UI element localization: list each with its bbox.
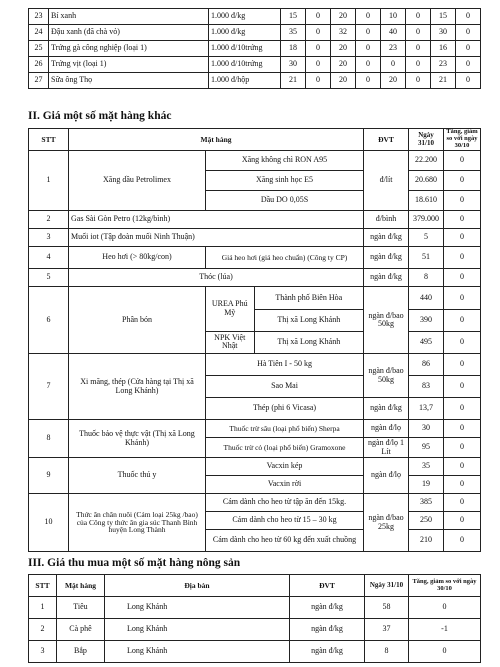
table-row: 25 Trứng gà công nghiệp (loại 1) 1.000 đ/10trứng 18 0 20 0 23 0 16 0: [29, 41, 481, 57]
other-goods-table: [28, 128, 481, 552]
table-row: 27 Sữa ông Thọ 1.000 đ/hộp 21 0 20 0 20 0 21 0: [29, 73, 481, 89]
table-row: 4 Heo hơi (> 80kg/con) Giá heo hơi (giá heo chuẩn) (Công ty CP) ngàn đ/kg 51 0: [29, 247, 481, 269]
farm-produce-table: [28, 574, 481, 663]
table-row: Dầu DO 0,05S 18.610 0: [29, 191, 481, 211]
table-row: 6 Phân bón UREA Phú Mỹ Thành phố Biên Hòa Thị xã Long Khánh NPK Việt Nhật Thị xã Long Khánh ngàn đ/bao 50kg 440 390 495 0 0 0: [29, 287, 481, 354]
table-row: 24 Đậu xanh (đã chà vỏ) 1.000 đ/kg 35 0 32 0 40 0 30 0: [29, 25, 481, 41]
table-row: Sao Mai 83 0: [29, 376, 481, 398]
table-header-row: STT Mặt hàng ĐVT Ngày 31/10 Tăng, giảm so với ngày 30/10: [29, 129, 481, 151]
table-row: Cám dành cho heo từ 15 – 30 kg 250 0: [29, 512, 481, 530]
table-row: Thép (phi 6 Vicasa) ngàn đ/kg 13,7 0: [29, 398, 481, 420]
table-row: 1 Tiêu Long Khánh ngàn đ/kg 58 0: [29, 597, 481, 619]
table-row: 1 Xăng dầu Petrolimex Xăng không chì RON A95 đ/lít 22.200 0: [29, 151, 481, 171]
table-row: 23 Bí xanh 1.000 đ/kg 15 0 20 0 10 0 15 0: [29, 9, 481, 25]
section-2-title: II. Giá một số mặt hàng khác: [28, 110, 172, 122]
table-row: 3 Muối iot (Tập đoàn muối Ninh Thuận) ngàn đ/kg 5 0: [29, 229, 481, 247]
top-price-table: [28, 8, 481, 89]
table-row: 5 Thóc (lúa) ngàn đ/kg 8 0: [29, 269, 481, 287]
table-row: Cám dành cho heo từ 60 kg đến xuất chuồng 210 0: [29, 530, 481, 552]
table-row: 9 Thuốc thú y Vacxin kép ngàn đ/lọ 35 0: [29, 458, 481, 476]
table-row: Xăng sinh học E5 20.680 0: [29, 171, 481, 191]
table-row: 10 Thức ăn chăn nuôi (Cám loại 25kg /bao) của Công ty thức ăn gia súc Thanh Bình huyện Long Thành Cám dành cho heo từ tập ăn đến 15kg. ngàn đ/bao 25kg 385 0: [29, 494, 481, 512]
table-row: Vacxin rời 19 0: [29, 476, 481, 494]
table-row: 7 Xi măng, thép (Cửa hàng tại Thị xã Long Khánh) Hà Tiên I - 50 kg ngàn đ/bao 50kg 86 0: [29, 354, 481, 376]
table-row: 26 Trứng vịt (loại 1) 1.000 đ/10trứng 30 0 20 0 0 0 23 0: [29, 57, 481, 73]
section-3-title: III. Giá thu mua một số mặt hàng nông sản: [28, 557, 241, 569]
fertilizer-subtable: UREA Phú Mỹ Thành phố Biên Hòa Thị xã Long Khánh NPK Việt Nhật Thị xã Long Khánh: [206, 287, 363, 353]
table-row: 2 Cà phê Long Khánh ngàn đ/kg 37 -1: [29, 619, 481, 641]
table-row: Thuốc trừ cỏ (loại phổ biến) Gramoxone ngàn đ/lọ 1 Lít 95 0: [29, 438, 481, 458]
table-row: 8 Thuốc bảo vệ thực vật (Thị xã Long Khánh) Thuốc trừ sâu (loại phổ biến) Sherpa ngàn đ/lọ 30 0: [29, 420, 481, 438]
table-row: 3 Bắp Long Khánh ngàn đ/kg 8 0: [29, 641, 481, 663]
table-header-row: STT Mặt hàng Địa bàn ĐVT Ngày 31/10 Tăng, giảm so với ngày 30/10: [29, 575, 481, 597]
table-row: 2 Gas Sài Gòn Petro (12kg/bình) đ/bình 379.000 0: [29, 211, 481, 229]
